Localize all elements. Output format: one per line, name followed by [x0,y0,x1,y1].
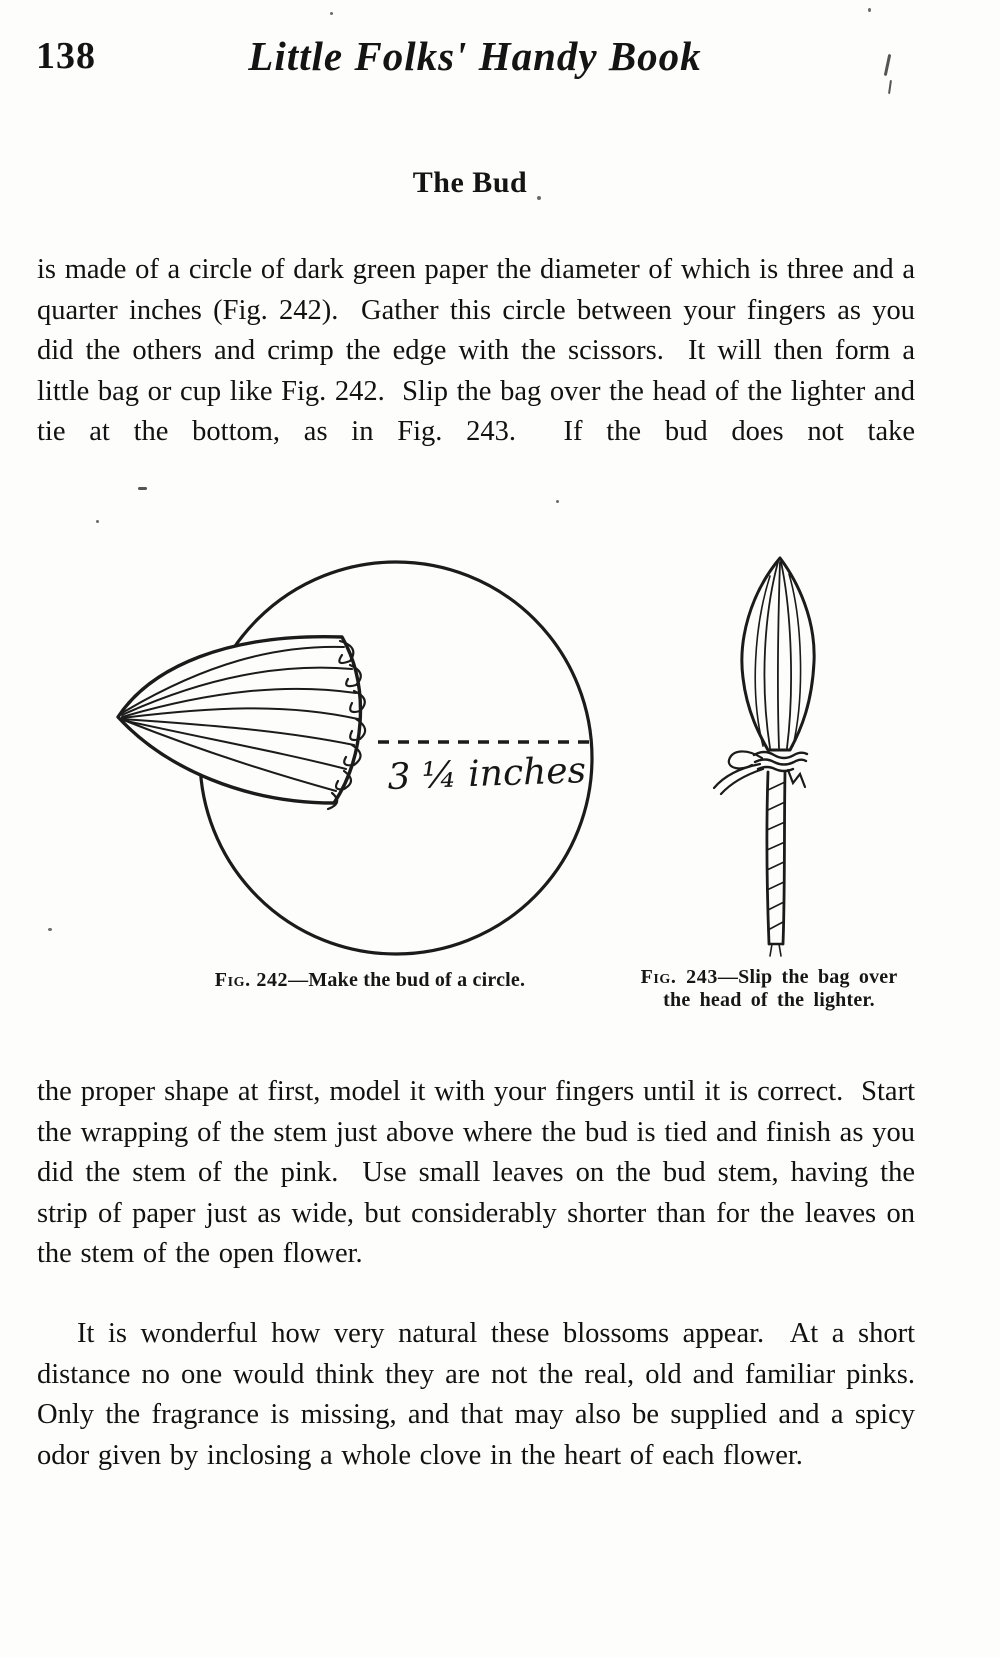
fig243-caption-line1 [616,966,922,989]
scan-ink-stroke [138,487,147,490]
fig243-caption [616,966,922,1012]
fig243-tie-bow [714,751,807,794]
paragraph-3: It is wonderful how very natural these blossoms appear. At a short distance no one would think they are not the real, old and familiar pinks. Only the fragrance is missing, and that may also be supplied and a spicy odor given by inclosing a whole clove in the heart of each flower. [37,1318,933,1471]
fig242-bud [118,637,365,809]
fig-243-illustration [688,552,888,972]
scan-speck [330,12,333,15]
paragraph-1: is made of a circle of dark green paper the diameter of which is three and a quarter inches (Fig. 242). Gather this circle between your fingers as you did the others and crimp the edge with the scissors. It will then form a little bag or cup like Fig. 242. Slip the bag over the head of the lighter and tie at the bottom, as in Fig. 243. If the bud does not take [37,254,924,447]
fig242-caption-text: —Make the bud of a circle. [288,969,526,991]
fig243-bud [742,558,814,750]
scan-ink-stroke [888,80,892,94]
scan-speck [537,196,541,200]
fig-242-illustration [96,545,616,975]
scan-speck [868,8,871,12]
section-heading: The Bud [412,166,528,199]
scan-speck [48,928,52,931]
page-number: 138 [36,35,96,77]
fig243-caption-line2: the head of the lighter. [663,989,875,1011]
fig242-caption [150,969,590,992]
fig243-caption-text: —Slip the bag over [717,966,898,988]
fig243-stem [767,772,785,956]
scan-speck [556,500,559,503]
fig243-caption-prefix: Fig. 243 [640,966,718,988]
running-header-title: Little Folks' Handy Book [248,33,702,79]
paragraph-2: the proper shape at first, model it with your fingers until it is correct. Start the wrapping of the stem just above where the bud is tied and finish as you did the stem of the pink. Use small leaves on the bud stem, having the strip of paper just as wide, but considerably shorter than for the leaves on the stem of the open flower. [37,1076,924,1269]
fig242-measure-label: 3 ¼ inches [386,750,587,798]
scan-speck [96,520,99,523]
fig242-caption-prefix: Fig. 242 [214,969,289,991]
